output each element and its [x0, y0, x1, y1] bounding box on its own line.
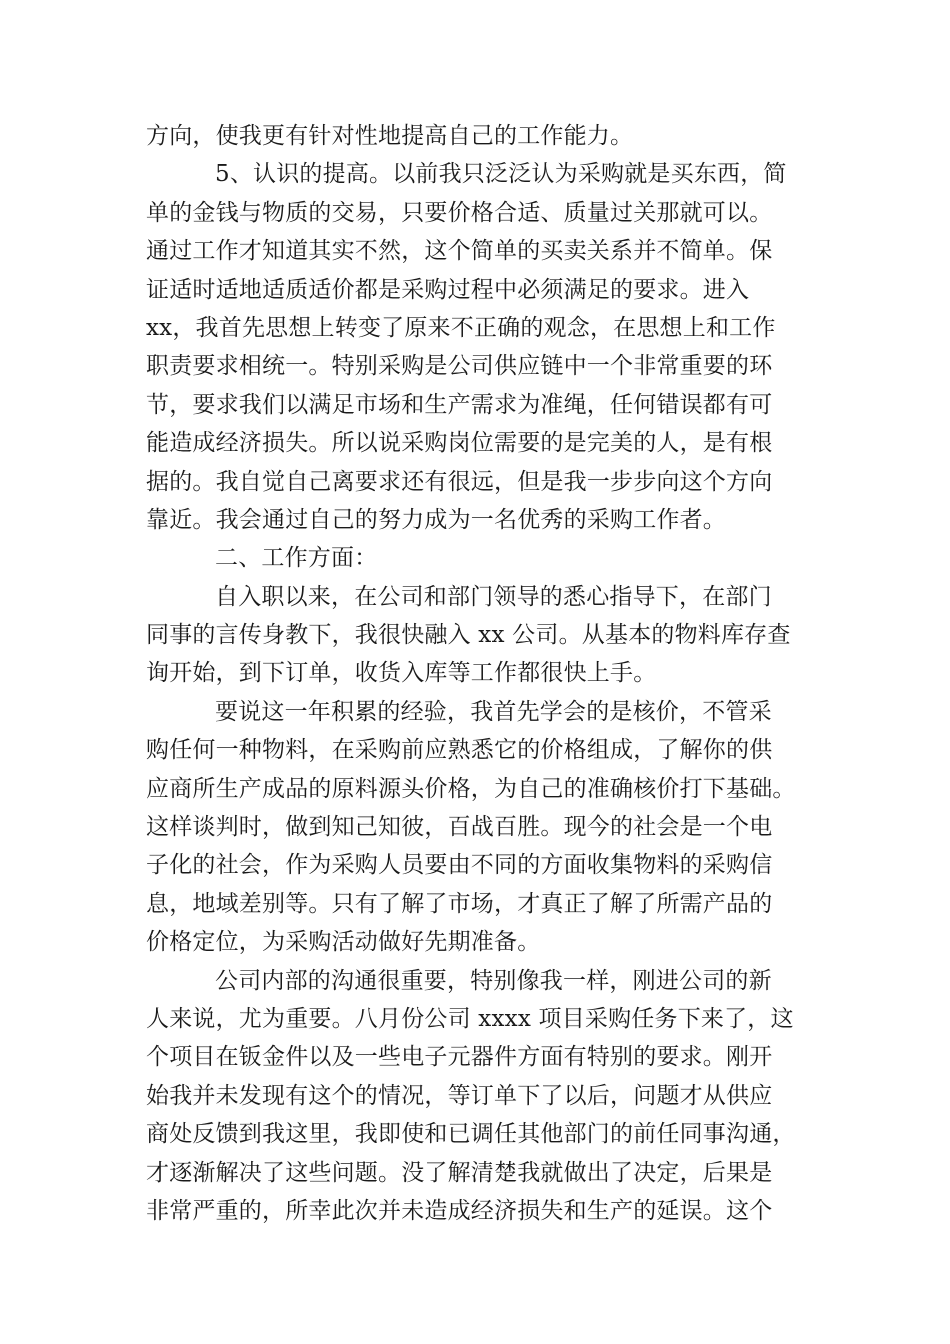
text-line: 子化的社会，作为采购人员要由不同的方面收集物料的采购信: [146, 852, 773, 879]
text-line: 应商所生产成品的原料源头价格，为自己的准确核价打下基础。: [146, 775, 796, 802]
text-line: 能造成经济损失。所以说采购岗位需要的是完美的人，是有根: [146, 430, 773, 457]
text-line: 公司内部的沟通很重要，特别像我一样，刚进公司的新: [215, 967, 772, 994]
text-line: 二、工作方面：: [215, 545, 378, 572]
text-line: 始我并未发现有这个的情况，等订单下了以后，问题才从供应: [146, 1082, 773, 1109]
text-line: 据的。我自觉自己离要求还有很远，但是我一步步向这个方向: [146, 468, 773, 495]
text-line: 息，地域差别等。只有了解了市场，才真正了解了所需产品的: [146, 890, 773, 917]
text-line: 价格定位，为采购活动做好先期准备。: [146, 929, 541, 956]
text-line: 这样谈判时，做到知己知彼，百战百胜。现今的社会是一个电: [146, 814, 773, 841]
text-line: 通过工作才知道其实不然，这个简单的买卖关系并不简单。保: [146, 238, 773, 265]
text-line: 自入职以来，在公司和部门领导的悉心指导下，在部门: [215, 583, 772, 610]
text-line: 5、认识的提高。以前我只泛泛认为采购就是买东西，简: [215, 161, 787, 188]
text-line: 方向，使我更有针对性地提高自己的工作能力。: [146, 123, 634, 149]
text-line: 询开始，到下订单，收货入库等工作都很快上手。: [146, 660, 657, 687]
text-line: 职责要求相统一。特别采购是公司供应链中一个非常重要的环: [146, 353, 773, 380]
text-line: 才逐渐解决了这些问题。没了解清楚我就做出了决定，后果是: [146, 1159, 773, 1186]
text-line: 非常严重的，所幸此次并未造成经济损失和生产的延误。这个: [146, 1197, 773, 1224]
text-line: 人来说，尤为重要。八月份公司 xxxx 项目采购任务下来了，这: [146, 1005, 794, 1032]
text-line: 要说这一年积累的经验，我首先学会的是核价，不管采: [215, 698, 772, 725]
text-line: 证适时适地适质适价都是采购过程中必须满足的要求。进入: [146, 276, 750, 303]
text-line: 购任何一种物料，在采购前应熟悉它的价格组成，了解你的供: [146, 737, 773, 764]
text-line: 节，要求我们以满足市场和生产需求为准绳，任何错误都有可: [146, 391, 773, 418]
text-line: xx，我首先思想上转变了原来不正确的观念，在思想上和工作: [146, 314, 776, 341]
text-line: 同事的言传身教下，我很快融入 xx 公司。从基本的物料库存查: [146, 622, 791, 649]
text-line: 商处反馈到我这里，我即使和已调任其他部门的前任同事沟通，: [146, 1121, 796, 1148]
text-line: 靠近。我会通过自己的努力成为一名优秀的采购工作者。: [146, 506, 726, 533]
document-body: [146, 117, 806, 1230]
text-line: 单的金钱与物质的交易，只要价格合适、质量过关那就可以。: [146, 199, 773, 226]
text-line: 个项目在钣金件以及一些电子元器件方面有特别的要求。刚开: [146, 1044, 773, 1071]
